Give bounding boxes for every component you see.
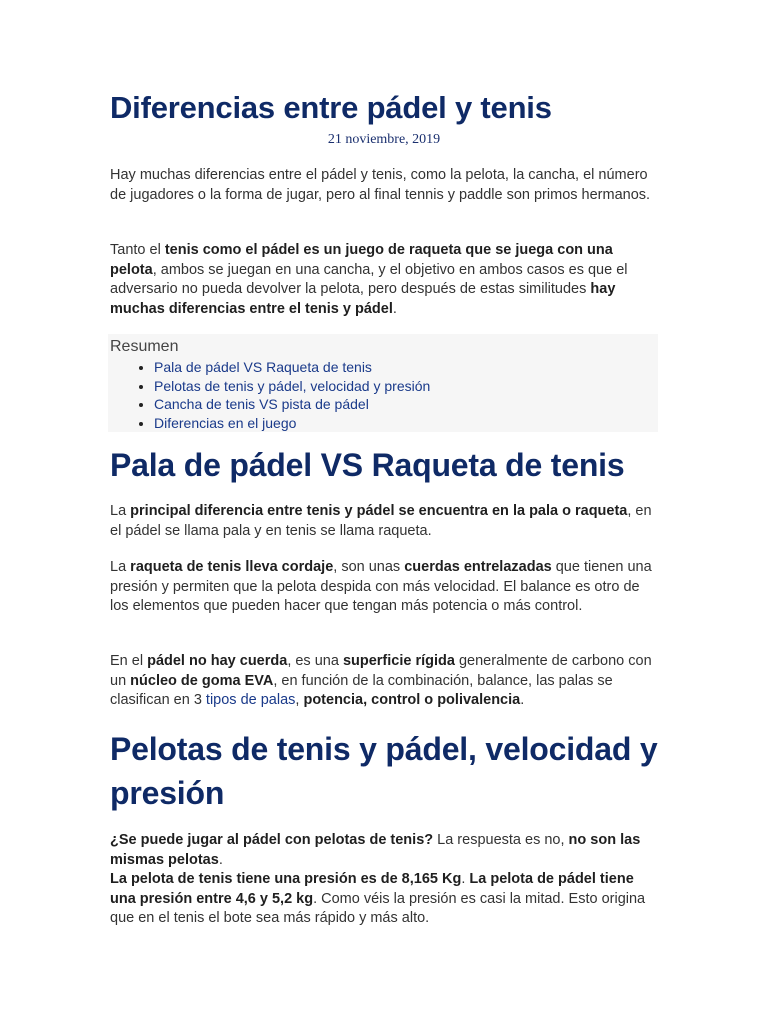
text-span: La respuesta es no, xyxy=(433,832,569,848)
link-jugar-padel-pelotas-tenis[interactable] xyxy=(187,832,424,848)
paragraph-pala-raqueta xyxy=(110,502,658,541)
text-span: , es una xyxy=(287,653,343,669)
bold-text: tenis como xyxy=(164,242,246,258)
section-heading-pala: Pala de pádel VS Raqueta de tenis xyxy=(110,447,625,483)
toc-link-diferencias-juego[interactable]: Diferencias en el juego xyxy=(154,414,297,431)
toc-link-pelotas[interactable]: Pelotas de tenis y pádel, velocidad y presión xyxy=(154,377,431,394)
table-of-contents xyxy=(108,334,658,432)
bold-text: no son las mismas pelotas xyxy=(110,832,641,868)
bold-text: ¿Se puede xyxy=(110,832,188,848)
paragraph-pelotas xyxy=(110,831,658,929)
bold-text: pádel no hay cuerda xyxy=(147,653,288,669)
toc-item xyxy=(154,377,430,396)
toc-title: Resumen xyxy=(110,338,179,355)
text-span: . Como véis la presión es casi la mitad. Esto origina que en el tenis el bote sea más rápido y más alto. xyxy=(110,890,646,926)
article-title: Diferencias entre pádel y tenis xyxy=(110,90,552,125)
text-span: . xyxy=(461,871,470,887)
link-label: jugar al pádel con pelotas de tenis xyxy=(187,832,425,848)
text-span: La xyxy=(110,503,131,519)
bold-text: La pelota de tenis tiene una presión es de 8,165 Kg xyxy=(110,871,462,887)
article-date: 21 noviembre, 2019 xyxy=(327,132,441,147)
bold-text: núcleo de goma EVA xyxy=(130,672,274,689)
bold-text: potencia, control o polivalencia xyxy=(303,692,521,708)
bold-text: principal diferencia entre tenis y pádel se encuentra en la pala o raqueta xyxy=(130,503,628,519)
bold-text: ? xyxy=(424,832,434,848)
text-span: Tanto el xyxy=(110,242,165,258)
text-span: , en función de la combinación, balance, las palas se clasifican en 3 xyxy=(110,672,613,708)
toc-link-cancha[interactable]: Cancha de tenis VS pista de pádel xyxy=(154,396,369,412)
paragraph-similarities xyxy=(110,241,658,319)
link-el-padel[interactable] xyxy=(245,242,299,258)
bold-text: es un juego de raqueta que se juega con una pelota xyxy=(110,242,613,278)
toc-link-pala-vs-raqueta[interactable]: Pala de pádel VS Raqueta de tenis xyxy=(154,359,372,375)
text-span: , son unas xyxy=(333,559,405,575)
bold-text: cuerdas entrelazadas xyxy=(404,559,552,575)
intro-paragraph: Hay muchas diferencias entre el pádel y tenis, como la pelota, la cancha, el número de jugadores o la forma de jugar, pero al final tennis y paddle son primos hermanos. xyxy=(110,167,651,203)
bold-text: hay muchas diferencias entre el tenis y pádel xyxy=(110,281,616,317)
text-span: , xyxy=(295,692,304,708)
text-span: . xyxy=(520,692,525,708)
bold-text: La pelota de pádel tiene una presión entre 4,6 y 5,2 kg xyxy=(110,871,634,907)
bold-text: superficie rígida xyxy=(342,653,455,669)
text-span: que tienen una presión y permiten que la pelota despida con más velocidad. El balance es otro de los elementos que pueden hacer que tengan más potencia o más control. xyxy=(110,559,652,614)
toc-item xyxy=(154,395,430,414)
link-tipos-de-palas[interactable]: tipos de palas xyxy=(205,692,296,708)
section-heading-pelotas: Pelotas de tenis y pádel, velocidad y presión xyxy=(110,731,658,811)
text-span: En el xyxy=(110,653,148,669)
text-span: , ambos se juegan en una cancha, y el objetivo en ambos casos es que el adversario no pueda devolver la pelota, pero después de estas similitudes xyxy=(110,261,628,297)
link-label: el pádel xyxy=(245,242,300,258)
toc-list xyxy=(108,358,430,432)
paragraph-pala-rigida xyxy=(110,652,658,711)
paragraph-raqueta-cordaje xyxy=(110,558,658,617)
text-span: . xyxy=(218,851,223,868)
toc-item xyxy=(154,358,430,377)
text-span: generalmente de carbono con un xyxy=(110,653,652,689)
toc-item xyxy=(154,414,430,433)
text-span: La xyxy=(110,559,131,575)
text-span: . xyxy=(392,300,397,317)
bold-text: raqueta de tenis lleva cordaje xyxy=(130,559,334,575)
text-span: , en el pádel se llama pala y en tenis se llama raqueta. xyxy=(110,503,652,539)
